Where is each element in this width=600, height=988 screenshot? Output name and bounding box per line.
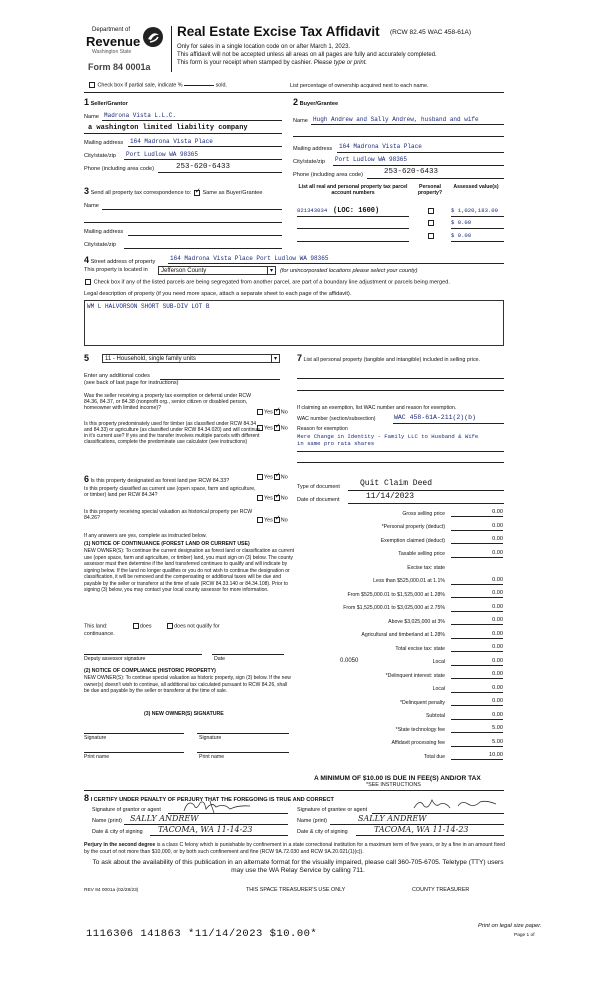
tax-row-value[interactable]: 0.00 bbox=[451, 658, 503, 666]
section3-name-label: Name bbox=[84, 203, 99, 209]
tax-row-value[interactable]: 0.00 bbox=[451, 590, 503, 598]
form-title: Real Estate Excise Tax Affidavit bbox=[177, 24, 380, 39]
tax-row-label: From $525,000.01 to $1,525,000 at 1.28% bbox=[347, 591, 445, 598]
buyer-city-label: City/state/zip bbox=[293, 159, 326, 165]
doc-date-value[interactable]: 11/14/2023 bbox=[366, 492, 415, 501]
tax-row bbox=[300, 657, 503, 666]
this-land-row: This land: does does not qualify for bbox=[84, 623, 220, 630]
street-address-row: 4 Street address of property bbox=[84, 255, 156, 265]
tax-row-value[interactable]: 0.00 bbox=[451, 671, 503, 679]
section6-q2-answer: Yes✓ No bbox=[256, 495, 288, 502]
section6-q1: 6 Is this property designated as forest land per RCW 84.33? bbox=[84, 474, 230, 484]
notice2-title: (2) NOTICE OF COMPLIANCE (HISTORIC PROPERTY) bbox=[84, 668, 216, 674]
section5-q1-answer: Yes✓ No bbox=[256, 409, 288, 416]
seller-city-value[interactable]: Port Ludlow WA 98365 bbox=[126, 151, 199, 158]
tax-row-label: Local bbox=[432, 659, 445, 666]
current-use-yes-checkbox[interactable] bbox=[257, 495, 263, 501]
tax-row-label: Gross selling price bbox=[402, 510, 445, 517]
seller-name-value[interactable]: Madrona Vista L.L.C. bbox=[104, 112, 177, 119]
segregated-checkbox[interactable] bbox=[85, 279, 91, 285]
seller-name-label: Name bbox=[84, 114, 99, 120]
deputy-signature-label: Deputy assessor signature bbox=[84, 656, 146, 662]
partial-sale-row: Check box if partial sale, indicate % sold. bbox=[88, 82, 227, 89]
seller-mailing-value[interactable]: 164 Madrona Vista Place bbox=[130, 138, 213, 145]
section6-q1-answer: Yes✓ No bbox=[256, 474, 288, 481]
tax-row bbox=[300, 603, 503, 612]
grantee-date-label: Date & city of signing bbox=[297, 829, 348, 835]
tax-row-value[interactable]: 0.00 bbox=[451, 577, 503, 585]
tax-row-value[interactable]: 0.00 bbox=[451, 631, 503, 639]
notice2-body: NEW OWNER(S): To continue special valuation as historic property, sign (3) below. If the new owner(s) doesn't wish to continue, all additional tax calculated pursuant to RCW 84.26, shall be due and payable by the seller or transferor at the time of sale. bbox=[84, 675, 291, 694]
tax-row-value[interactable]: 0.00 bbox=[451, 509, 503, 517]
revision-label: REV 84 0001a (02/28/23) bbox=[84, 888, 139, 893]
notice1-body: NEW OWNER(S): To continue the current designation as forest land or classification as current use (open space, farm and agriculture, or timber) land, you must sign on (3) below. The county assessor must then determine if the land transferred continues to qualify and will indicate by signing below. If the land no longer qualifies or you do not wish to continue the designation or classification, it will be removed and the compensating or additional taxes will be due and payable by the seller or transferor at the time of sale (RCW 84.33.140 or 84.34.108). Prior to signing (3) below, you may contact your local county assessor for more information. bbox=[84, 548, 294, 593]
revenue-text: Revenue bbox=[86, 34, 141, 49]
treasurer-use-label: THIS SPACE TREASURER'S USE ONLY bbox=[246, 887, 346, 893]
buyer-phone-value[interactable]: 253-620-6433 bbox=[384, 168, 439, 176]
notice1-title: (1) NOTICE OF CONTINUANCE (FOREST LAND OR CURRENT USE) bbox=[84, 541, 250, 547]
tax-row-value[interactable]: 0.00 bbox=[451, 523, 503, 531]
seller-city-label: City/state/zip bbox=[84, 153, 117, 159]
tax-row-value[interactable]: 0.00 bbox=[451, 604, 503, 612]
county-treasurer-label: COUNTY TREASURER bbox=[412, 887, 470, 893]
additional-codes-label: Enter any additional codes bbox=[84, 373, 150, 379]
wac-value[interactable]: WAC 458-61A-211(2)(b) bbox=[394, 414, 476, 421]
additional-codes-note: (see back of last page for instructions) bbox=[84, 380, 179, 386]
top-rule bbox=[84, 92, 504, 93]
legal-desc-value: WM L HALVORSON SHORT SUB-DIV LOT B bbox=[87, 303, 210, 310]
tax-row-value[interactable]: 0.00 bbox=[451, 536, 503, 544]
tax-row bbox=[300, 616, 503, 625]
owner-signature-label-1: Signature bbox=[84, 735, 107, 741]
parcel-row-3: $ 0.00 bbox=[297, 232, 504, 242]
personal-property-checkbox-2[interactable] bbox=[428, 220, 434, 226]
section5-q2: Is this property predominately used for timber (as classified under RCW 84.34 and 84.33) or agriculture (as classified under RCW 84.34.020) and will continue in it's current use? If yes and the transfer involves multiple parcels with different classifications, complete the predominate use calculator (see instructions) bbox=[84, 421, 260, 445]
tax-row-label: Agricultural and timberland at 1.28% bbox=[361, 632, 445, 639]
tax-row-value[interactable]: 0.00 bbox=[451, 698, 503, 706]
personal-property-checkbox-3[interactable] bbox=[428, 233, 434, 239]
section6-q3-answer: Yes✓ No bbox=[256, 517, 288, 524]
tax-row bbox=[300, 711, 503, 720]
grantee-sig-label: Signature of grantee or agent bbox=[297, 807, 368, 813]
personal-property-checkbox-1[interactable] bbox=[428, 208, 434, 214]
reason-value-1[interactable]: Mere Change in Identity - Family LLC to Husband & Wife bbox=[297, 433, 479, 440]
dor-logo bbox=[86, 24, 166, 80]
grantor-date-value[interactable]: TACOMA, WA 11-14-23 bbox=[158, 825, 253, 834]
logo-swirl-icon bbox=[142, 26, 164, 51]
tax-row-value[interactable]: 5.00 bbox=[451, 739, 503, 747]
section6-q3: Is this property receiving special valuation as historical property per RCW 84.26? bbox=[84, 509, 253, 522]
buyer-name-label: Name bbox=[293, 118, 308, 124]
seller-name-value-2[interactable]: a washington limited liability company bbox=[88, 124, 248, 132]
partial-sale-checkbox[interactable] bbox=[89, 82, 95, 88]
tax-row bbox=[300, 562, 503, 571]
parcel-row-1: 821343034 (LOC: 1600) $ 1,020,183.00 bbox=[297, 207, 498, 215]
grantor-name-value[interactable]: SALLY ANDREW bbox=[130, 814, 199, 823]
tax-row bbox=[300, 630, 503, 639]
tax-row-label: Less than $525,000.01 at 1.1% bbox=[373, 578, 445, 585]
section5-number: 5 bbox=[84, 353, 90, 363]
section5-q2-answer: Yes✓ No bbox=[256, 425, 288, 432]
tax-row bbox=[300, 738, 503, 747]
tax-row-value[interactable]: 0.00 bbox=[451, 550, 503, 558]
tax-row-label: *Delinquent penalty bbox=[400, 699, 445, 706]
form-title-ref: (RCW 82.45 WAC 458-61A) bbox=[390, 29, 472, 36]
owner-signature-label-2: Signature bbox=[199, 735, 222, 741]
tax-row-label: Exemption claimed (deduct) bbox=[380, 537, 445, 544]
section3-city-label: City/state/zip bbox=[84, 242, 117, 248]
tax-row-value[interactable]: 5.00 bbox=[451, 725, 503, 733]
assessed-col-header: Assessed value(s) bbox=[453, 184, 499, 190]
historic-no-checkbox[interactable] bbox=[274, 517, 280, 523]
tax-row-label: Taxable selling price bbox=[398, 551, 445, 558]
located-in-label: This property is located in bbox=[84, 267, 148, 273]
personal-col-header: Personal property? bbox=[417, 184, 443, 197]
grantor-sig-label: Signature of grantor or agent bbox=[92, 807, 161, 813]
tax-row-label: Total excise tax: state bbox=[395, 645, 445, 652]
tax-row-label: Total due bbox=[423, 753, 445, 760]
buyer-heading: 2 Buyer/Grantee bbox=[293, 97, 339, 107]
tax-row bbox=[300, 576, 503, 585]
page-number: Page 1 of bbox=[514, 933, 535, 938]
header-note-2: This affidavit will not be accepted unless all areas on all pages are fully and accurately completed. bbox=[177, 52, 437, 58]
tax-row-label: Affidavit processing fee bbox=[391, 740, 445, 747]
notice3-title: (3) NEW OWNER(S) SIGNATURE bbox=[144, 711, 224, 717]
ownership-note: List percentage of ownership acquired next to each name. bbox=[290, 83, 429, 89]
local-rate-value: 0.0050 bbox=[340, 658, 359, 665]
tax-row bbox=[300, 522, 503, 531]
dept-of-text: Department of bbox=[92, 27, 131, 33]
tax-row-label: *Delinquent interest: state bbox=[385, 672, 445, 679]
grantor-name-label: Name (print) bbox=[92, 818, 122, 824]
tax-row-label: *Personal property (deduct) bbox=[381, 524, 445, 531]
receipt-stamp: 1116306 141863 *11/14/2023 $10.00* bbox=[86, 928, 318, 940]
tax-row-label: Local bbox=[432, 686, 445, 693]
perjury-notice: Perjury in the second degree is a class C felony which is punishable by confinement in a state correctional institution for a maximum term of five years, or by a fine in an amount fixed by the court of not more than $10,000, or by both such confinement and fine (RCW 9A.72.030 and RCW 9A.20.021(1)(c)). bbox=[84, 842, 505, 855]
doc-date-label: Date of document bbox=[297, 497, 340, 503]
section7-heading: 7 List all personal property (tangible and intangible) included in selling price. bbox=[297, 353, 481, 363]
tax-row-value[interactable]: 0.00 bbox=[451, 644, 503, 652]
buyer-name-value[interactable]: Hugh Andrew and Sally Andrew, husband and wife bbox=[313, 116, 479, 123]
seller-heading: 1 Seller/Grantor bbox=[84, 97, 128, 107]
grantor-date-label: Date & city of signing bbox=[92, 829, 143, 835]
tax-row bbox=[300, 670, 503, 679]
grantee-date-value[interactable]: TACOMA, WA 11-14-23 bbox=[374, 825, 469, 834]
legal-desc-box[interactable] bbox=[84, 300, 504, 346]
reason-label: Reason for exemption bbox=[297, 426, 348, 432]
tax-row-label: Excise tax: state bbox=[407, 564, 445, 571]
chevron-down-icon: ▾ bbox=[267, 267, 275, 275]
q2-yes-checkbox[interactable] bbox=[257, 425, 263, 431]
tax-row-value[interactable]: 0.00 bbox=[451, 617, 503, 625]
q2-no-checkbox[interactable] bbox=[274, 425, 280, 431]
header-note-1: Only for sales in a single location code on or after March 1, 2023. bbox=[177, 44, 351, 50]
exemption-question: If claiming an exemption, list WAC number and reason for exemption. bbox=[297, 405, 457, 411]
owner-print-label-2: Print name bbox=[199, 754, 225, 760]
tax-row bbox=[300, 697, 503, 706]
continuance-label: continuance. bbox=[84, 631, 115, 637]
wac-label: WAC number (section/subsection) bbox=[297, 416, 376, 422]
parcel-col-header: List all real and personal property tax parcel account numbers bbox=[298, 184, 408, 197]
tax-row bbox=[300, 549, 503, 558]
section3-heading: 3 Send all property tax correspondence to: ✓ Same as Buyer/Grantee bbox=[84, 186, 262, 197]
tax-row-value[interactable]: 10.00 bbox=[451, 752, 503, 760]
current-use-no-checkbox[interactable] bbox=[274, 495, 280, 501]
legal-desc-label: Legal description of property (if you need more space, attach a separate sheet to each page of the affidavit). bbox=[84, 291, 352, 297]
washington-state-text: Washington State bbox=[92, 49, 132, 55]
seller-phone-label: Phone (including area code) bbox=[84, 166, 154, 172]
chevron-down-icon: ▾ bbox=[271, 355, 279, 363]
tax-row bbox=[300, 751, 503, 760]
tax-row-label: From $1,525,000.01 to $3,025,000 at 2.75% bbox=[343, 605, 445, 612]
land-does-not-checkbox[interactable] bbox=[167, 623, 173, 629]
same-as-buyer-checkbox[interactable] bbox=[194, 190, 200, 196]
grantee-name-value[interactable]: SALLY ANDREW bbox=[358, 814, 427, 823]
tax-row-label: Subtotal bbox=[425, 713, 445, 720]
use-code-select[interactable]: 11 - Household, single family units ▾ bbox=[102, 354, 280, 363]
q1-yes-checkbox[interactable] bbox=[257, 409, 263, 415]
certify-heading: 8 I CERTIFY UNDER PENALTY OF PERJURY THAT THE FOREGOING IS TRUE AND CORRECT bbox=[84, 793, 334, 803]
header-divider bbox=[171, 26, 172, 72]
deputy-date-label: Date bbox=[214, 656, 225, 662]
segregated-row: Check box if any of the listed parcels are being segregated from another parcel, are part of a boundary line adjustment or parcels being merged. bbox=[84, 279, 504, 286]
owner-print-label-1: Print name bbox=[84, 754, 110, 760]
section3-mailing-label: Mailing address bbox=[84, 229, 124, 235]
county-note: (for unincorporated locations please select your county) bbox=[280, 268, 418, 274]
tax-row-label: Above $3,025,000 at 3% bbox=[388, 618, 445, 625]
availability-notice: To ask about the availability of this publication in an alternate format for the visually impaired, please call 360-705-6705. Teletype (TTY) users may use the WA Relay Service by calling 711. bbox=[92, 859, 504, 874]
buyer-city-value[interactable]: Port Ludlow WA 98365 bbox=[335, 156, 408, 163]
section6-intro: If any answers are yes, complete as instructed below. bbox=[84, 533, 207, 539]
form-number: Form 84 0001a bbox=[88, 62, 151, 72]
tax-row bbox=[300, 643, 503, 652]
doc-type-label: Type of document bbox=[297, 484, 340, 490]
doc-type-value[interactable]: Quit Claim Deed bbox=[360, 479, 433, 488]
minimum-due-notice: A MINIMUM OF $10.00 IS DUE IN FEE(S) AND/OR TAX bbox=[314, 775, 481, 782]
tax-row bbox=[300, 589, 503, 598]
tax-row bbox=[300, 724, 503, 733]
legal-size-note: Print on legal size paper. bbox=[478, 923, 542, 929]
tax-row-value[interactable]: 0.00 bbox=[451, 712, 503, 720]
tax-row-value[interactable]: 0.00 bbox=[451, 685, 503, 693]
tax-row-label: *State technology fee bbox=[395, 726, 445, 733]
buyer-mailing-label: Mailing address bbox=[293, 146, 333, 152]
see-instructions: *SEE INSTRUCTIONS bbox=[366, 782, 421, 788]
reason-value-2[interactable]: in same pro rata shares bbox=[297, 440, 375, 447]
street-address-value[interactable]: 164 Madrona Vista Place Port Ludlow WA 98365 bbox=[170, 255, 329, 262]
tax-row bbox=[300, 508, 503, 517]
seller-mailing-label: Mailing address bbox=[84, 140, 124, 146]
header-note-3: This form is your receipt when stamped by cashier. Please type or print. bbox=[177, 60, 368, 66]
q1-no-checkbox[interactable] bbox=[274, 409, 280, 415]
seller-phone-value[interactable]: 253-620-6433 bbox=[176, 163, 231, 171]
tax-row bbox=[300, 684, 503, 693]
forest-yes-checkbox[interactable] bbox=[257, 474, 263, 480]
tax-row bbox=[300, 535, 503, 544]
grantee-name-label: Name (print) bbox=[297, 818, 327, 824]
buyer-phone-label: Phone (including area code) bbox=[293, 172, 363, 178]
forest-no-checkbox[interactable] bbox=[274, 474, 280, 480]
buyer-mailing-value[interactable]: 164 Madrona Vista Place bbox=[339, 143, 422, 150]
section5-q1: Was the seller receiving a property tax exemption or deferral under RCW 84.36, 84.37, or 84.38 (nonprofit org., senior citizen or disabled person, homeowner with limited income)? bbox=[84, 393, 252, 412]
historic-yes-checkbox[interactable] bbox=[257, 517, 263, 523]
county-select[interactable]: Jefferson County ▾ bbox=[158, 266, 276, 275]
land-does-checkbox[interactable] bbox=[133, 623, 139, 629]
section6-q2: Is this property classified as current use (open space, farm and agriculture, or timber) land per RCW 84.34? bbox=[84, 486, 256, 499]
parcel-row-2: $ 0.00 bbox=[297, 219, 504, 229]
